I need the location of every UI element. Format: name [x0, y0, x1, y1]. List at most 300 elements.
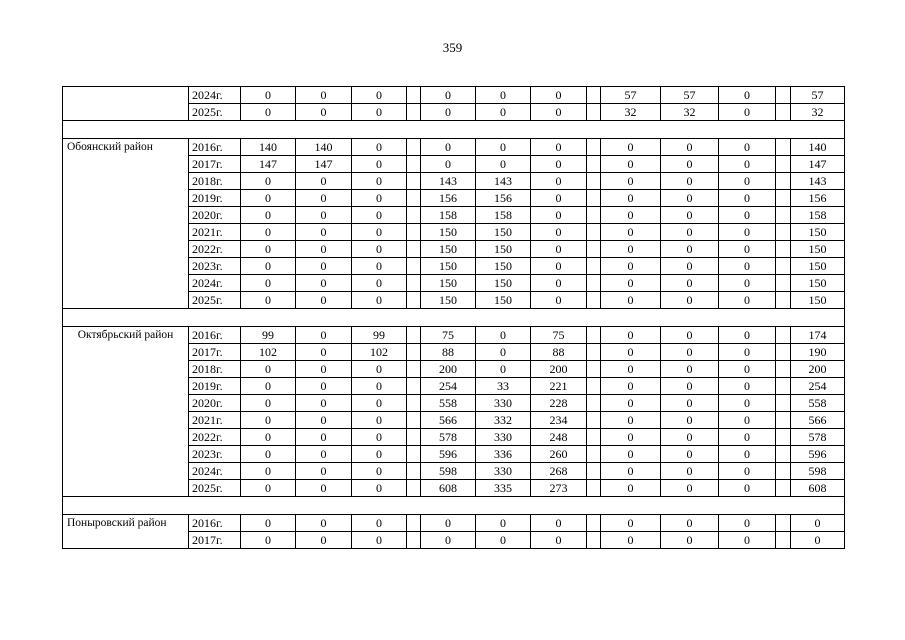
value-cell: 0 [241, 224, 296, 241]
value-cell: 190 [791, 344, 845, 361]
value-cell: 0 [719, 395, 776, 412]
value-cell: 150 [791, 224, 845, 241]
value-cell: 0 [719, 378, 776, 395]
value-cell: 0 [296, 173, 352, 190]
value-cell: 0 [791, 532, 845, 549]
value-cell: 273 [531, 480, 587, 497]
value-cell: 0 [352, 139, 407, 156]
value-cell: 102 [352, 344, 407, 361]
value-cell: 0 [719, 173, 776, 190]
value-cell: 0 [601, 446, 661, 463]
year-cell: 2020г. [189, 207, 241, 224]
value-cell: 566 [791, 412, 845, 429]
spacer-cell [776, 139, 791, 156]
value-cell: 0 [352, 275, 407, 292]
value-cell: 330 [476, 395, 531, 412]
value-cell: 0 [601, 327, 661, 344]
value-cell: 143 [421, 173, 476, 190]
value-cell: 0 [601, 139, 661, 156]
value-cell: 200 [531, 361, 587, 378]
value-cell: 57 [791, 87, 845, 104]
value-cell: 0 [352, 480, 407, 497]
spacer-cell [587, 258, 601, 275]
spacer-cell [407, 463, 421, 480]
page-number: 359 [442, 40, 463, 55]
value-cell: 174 [791, 327, 845, 344]
value-cell: 140 [241, 139, 296, 156]
spacer-cell [407, 395, 421, 412]
year-cell: 2016г. [189, 139, 241, 156]
value-cell: 143 [476, 173, 531, 190]
value-cell: 150 [476, 258, 531, 275]
value-cell: 0 [296, 446, 352, 463]
spacer-cell [776, 446, 791, 463]
value-cell: 0 [661, 361, 719, 378]
spacer-cell [587, 292, 601, 309]
year-cell: 2016г. [189, 515, 241, 532]
group-separator-row [63, 497, 845, 515]
value-cell: 0 [296, 327, 352, 344]
value-cell: 0 [601, 190, 661, 207]
value-cell: 0 [661, 173, 719, 190]
year-cell: 2025г. [189, 104, 241, 121]
value-cell: 150 [476, 275, 531, 292]
value-cell: 254 [421, 378, 476, 395]
value-cell: 156 [476, 190, 531, 207]
spacer-cell [407, 190, 421, 207]
table-row [63, 327, 845, 344]
value-cell: 0 [352, 446, 407, 463]
spacer-cell [587, 378, 601, 395]
value-cell: 0 [601, 344, 661, 361]
year-cell: 2021г. [189, 224, 241, 241]
value-cell: 0 [296, 429, 352, 446]
value-cell: 57 [661, 87, 719, 104]
value-cell: 200 [791, 361, 845, 378]
value-cell: 0 [719, 275, 776, 292]
spacer-cell [407, 429, 421, 446]
value-cell: 0 [241, 275, 296, 292]
value-cell: 33 [476, 378, 531, 395]
value-cell: 268 [531, 463, 587, 480]
spacer-cell [587, 156, 601, 173]
value-cell: 0 [241, 104, 296, 121]
spacer-cell [407, 361, 421, 378]
spacer-cell [407, 412, 421, 429]
value-cell: 0 [531, 515, 587, 532]
value-cell: 0 [241, 515, 296, 532]
spacer-cell [776, 156, 791, 173]
value-cell: 0 [296, 224, 352, 241]
spacer-cell [776, 378, 791, 395]
value-cell: 156 [421, 190, 476, 207]
spacer-cell [776, 207, 791, 224]
spacer-cell [776, 532, 791, 549]
value-cell: 566 [421, 412, 476, 429]
spacer-cell [776, 344, 791, 361]
value-cell: 0 [531, 258, 587, 275]
spacer-cell [587, 327, 601, 344]
value-cell: 0 [421, 104, 476, 121]
value-cell: 0 [352, 361, 407, 378]
spacer-cell [407, 532, 421, 549]
spacer-cell [776, 275, 791, 292]
value-cell: 0 [661, 532, 719, 549]
value-cell: 88 [421, 344, 476, 361]
spacer-cell [407, 515, 421, 532]
value-cell: 0 [661, 224, 719, 241]
spacer-cell [407, 344, 421, 361]
spacer-cell [587, 275, 601, 292]
value-cell: 147 [241, 156, 296, 173]
spacer-cell [776, 87, 791, 104]
value-cell: 0 [241, 241, 296, 258]
value-cell: 0 [531, 173, 587, 190]
value-cell: 0 [241, 446, 296, 463]
value-cell: 0 [719, 344, 776, 361]
value-cell: 0 [241, 87, 296, 104]
value-cell: 0 [719, 258, 776, 275]
value-cell: 596 [791, 446, 845, 463]
spacer-cell [776, 173, 791, 190]
value-cell: 0 [719, 87, 776, 104]
value-cell: 150 [791, 275, 845, 292]
spacer-cell [587, 241, 601, 258]
value-cell: 0 [661, 241, 719, 258]
value-cell: 0 [719, 156, 776, 173]
value-cell: 150 [791, 258, 845, 275]
value-cell: 156 [791, 190, 845, 207]
value-cell: 0 [661, 190, 719, 207]
value-cell: 0 [719, 292, 776, 309]
value-cell: 558 [791, 395, 845, 412]
value-cell: 0 [296, 190, 352, 207]
value-cell: 0 [296, 361, 352, 378]
value-cell: 0 [476, 139, 531, 156]
separator-cell [63, 497, 845, 515]
value-cell: 0 [661, 429, 719, 446]
spacer-cell [587, 139, 601, 156]
spacer-cell [587, 395, 601, 412]
value-cell: 0 [601, 224, 661, 241]
year-cell: 2018г. [189, 361, 241, 378]
value-cell: 0 [421, 532, 476, 549]
value-cell: 0 [531, 156, 587, 173]
value-cell: 140 [791, 139, 845, 156]
table-row [63, 515, 845, 532]
spacer-cell [587, 429, 601, 446]
table-row [63, 139, 845, 156]
spacer-cell [407, 87, 421, 104]
value-cell: 0 [352, 87, 407, 104]
value-cell: 0 [352, 173, 407, 190]
value-cell: 0 [601, 463, 661, 480]
value-cell: 150 [421, 224, 476, 241]
spacer-cell [587, 480, 601, 497]
value-cell: 0 [296, 241, 352, 258]
year-cell: 2025г. [189, 480, 241, 497]
spacer-cell [587, 344, 601, 361]
value-cell: 0 [241, 361, 296, 378]
value-cell: 0 [241, 173, 296, 190]
spacer-cell [776, 429, 791, 446]
value-cell: 0 [661, 156, 719, 173]
value-cell: 0 [601, 532, 661, 549]
value-cell: 0 [296, 292, 352, 309]
value-cell: 150 [421, 258, 476, 275]
spacer-cell [407, 327, 421, 344]
value-cell: 150 [791, 292, 845, 309]
value-cell: 0 [296, 395, 352, 412]
spacer-cell [776, 190, 791, 207]
spacer-cell [407, 207, 421, 224]
spacer-cell [776, 361, 791, 378]
table-row [63, 87, 845, 104]
spacer-cell [776, 292, 791, 309]
value-cell: 0 [241, 207, 296, 224]
value-cell: 0 [421, 87, 476, 104]
spacer-cell [407, 275, 421, 292]
value-cell: 558 [421, 395, 476, 412]
year-cell: 2022г. [189, 429, 241, 446]
value-cell: 608 [421, 480, 476, 497]
value-cell: 0 [296, 87, 352, 104]
value-cell: 330 [476, 429, 531, 446]
value-cell: 158 [421, 207, 476, 224]
spacer-cell [587, 87, 601, 104]
spacer-cell [407, 292, 421, 309]
value-cell: 0 [421, 156, 476, 173]
value-cell: 0 [719, 207, 776, 224]
value-cell: 578 [791, 429, 845, 446]
value-cell: 0 [661, 395, 719, 412]
value-cell: 0 [296, 463, 352, 480]
value-cell: 0 [531, 224, 587, 241]
district-name-cell: Поныровский район [63, 515, 189, 549]
value-cell: 143 [791, 173, 845, 190]
value-cell: 0 [241, 258, 296, 275]
value-cell: 0 [601, 378, 661, 395]
value-cell: 0 [601, 156, 661, 173]
value-cell: 0 [719, 139, 776, 156]
value-cell: 158 [476, 207, 531, 224]
value-cell: 0 [296, 412, 352, 429]
value-cell: 0 [296, 344, 352, 361]
value-cell: 0 [661, 275, 719, 292]
spacer-cell [776, 258, 791, 275]
value-cell: 0 [352, 104, 407, 121]
value-cell: 150 [421, 292, 476, 309]
value-cell: 150 [476, 224, 531, 241]
value-cell: 0 [241, 190, 296, 207]
value-cell: 0 [719, 412, 776, 429]
value-cell: 260 [531, 446, 587, 463]
value-cell: 0 [531, 87, 587, 104]
value-cell: 0 [352, 292, 407, 309]
value-cell: 0 [661, 139, 719, 156]
spacer-cell [587, 446, 601, 463]
group-separator-row [63, 121, 845, 139]
value-cell: 336 [476, 446, 531, 463]
spacer-cell [776, 515, 791, 532]
value-cell: 0 [661, 327, 719, 344]
value-cell: 0 [241, 463, 296, 480]
value-cell: 0 [531, 139, 587, 156]
value-cell: 0 [531, 275, 587, 292]
value-cell: 0 [719, 515, 776, 532]
value-cell: 0 [421, 515, 476, 532]
value-cell: 0 [661, 344, 719, 361]
value-cell: 0 [601, 275, 661, 292]
year-cell: 2022г. [189, 241, 241, 258]
separator-cell [63, 121, 845, 139]
spacer-cell [407, 173, 421, 190]
value-cell: 0 [476, 515, 531, 532]
value-cell: 228 [531, 395, 587, 412]
value-cell: 32 [791, 104, 845, 121]
value-cell: 598 [791, 463, 845, 480]
spacer-cell [776, 241, 791, 258]
value-cell: 150 [791, 241, 845, 258]
value-cell: 0 [719, 429, 776, 446]
value-cell: 0 [719, 480, 776, 497]
spacer-cell [776, 463, 791, 480]
value-cell: 0 [476, 327, 531, 344]
value-cell: 0 [352, 207, 407, 224]
spacer-cell [407, 224, 421, 241]
spacer-cell [407, 156, 421, 173]
year-cell: 2021г. [189, 412, 241, 429]
year-cell: 2023г. [189, 446, 241, 463]
spacer-cell [407, 241, 421, 258]
spacer-cell [407, 258, 421, 275]
value-cell: 0 [352, 463, 407, 480]
year-cell: 2023г. [189, 258, 241, 275]
year-cell: 2017г. [189, 344, 241, 361]
spacer-cell [776, 327, 791, 344]
value-cell: 0 [421, 139, 476, 156]
value-cell: 150 [421, 241, 476, 258]
spacer-cell [407, 378, 421, 395]
value-cell: 88 [531, 344, 587, 361]
value-cell: 0 [661, 292, 719, 309]
value-cell: 0 [719, 446, 776, 463]
value-cell: 0 [352, 395, 407, 412]
district-name-cell: Обоянский район [63, 139, 189, 309]
value-cell: 0 [352, 412, 407, 429]
value-cell: 0 [661, 378, 719, 395]
year-cell: 2019г. [189, 190, 241, 207]
value-cell: 0 [601, 412, 661, 429]
value-cell: 0 [791, 515, 845, 532]
value-cell: 0 [476, 87, 531, 104]
value-cell: 99 [241, 327, 296, 344]
spacer-cell [776, 395, 791, 412]
value-cell: 598 [421, 463, 476, 480]
value-cell: 0 [601, 241, 661, 258]
value-cell: 150 [476, 292, 531, 309]
value-cell: 330 [476, 463, 531, 480]
spacer-cell [776, 412, 791, 429]
value-cell: 0 [241, 429, 296, 446]
year-cell: 2024г. [189, 275, 241, 292]
separator-cell [63, 309, 845, 327]
year-cell: 2024г. [189, 463, 241, 480]
value-cell: 0 [352, 515, 407, 532]
value-cell: 0 [601, 207, 661, 224]
value-cell: 0 [601, 515, 661, 532]
spacer-cell [587, 463, 601, 480]
value-cell: 254 [791, 378, 845, 395]
value-cell: 0 [661, 412, 719, 429]
value-cell: 0 [352, 241, 407, 258]
value-cell: 0 [296, 207, 352, 224]
value-cell: 248 [531, 429, 587, 446]
value-cell: 0 [531, 292, 587, 309]
year-cell: 2025г. [189, 292, 241, 309]
value-cell: 147 [791, 156, 845, 173]
spacer-cell [587, 412, 601, 429]
value-cell: 332 [476, 412, 531, 429]
value-cell: 99 [352, 327, 407, 344]
value-cell: 0 [296, 104, 352, 121]
value-cell: 150 [476, 241, 531, 258]
value-cell: 32 [601, 104, 661, 121]
value-cell: 234 [531, 412, 587, 429]
value-cell: 0 [241, 395, 296, 412]
value-cell: 0 [352, 429, 407, 446]
value-cell: 0 [476, 361, 531, 378]
value-cell: 0 [601, 429, 661, 446]
value-cell: 335 [476, 480, 531, 497]
value-cell: 0 [352, 224, 407, 241]
value-cell: 140 [296, 139, 352, 156]
year-cell: 2020г. [189, 395, 241, 412]
spacer-cell [587, 173, 601, 190]
value-cell: 32 [661, 104, 719, 121]
value-cell: 75 [421, 327, 476, 344]
value-cell: 0 [531, 241, 587, 258]
value-cell: 0 [601, 292, 661, 309]
value-cell: 0 [601, 361, 661, 378]
value-cell: 0 [241, 532, 296, 549]
value-cell: 0 [296, 258, 352, 275]
year-cell: 2019г. [189, 378, 241, 395]
value-cell: 0 [661, 463, 719, 480]
value-cell: 0 [352, 378, 407, 395]
value-cell: 0 [661, 515, 719, 532]
value-cell: 0 [296, 275, 352, 292]
spacer-cell [407, 104, 421, 121]
value-cell: 75 [531, 327, 587, 344]
value-cell: 0 [476, 344, 531, 361]
value-cell: 578 [421, 429, 476, 446]
value-cell: 0 [531, 207, 587, 224]
spacer-cell [587, 532, 601, 549]
value-cell: 0 [719, 361, 776, 378]
spacer-cell [587, 190, 601, 207]
value-cell: 200 [421, 361, 476, 378]
group-separator-row [63, 309, 845, 327]
value-cell: 0 [296, 480, 352, 497]
spacer-cell [587, 104, 601, 121]
spacer-cell [776, 224, 791, 241]
year-cell: 2024г. [189, 87, 241, 104]
value-cell: 0 [241, 378, 296, 395]
value-cell: 57 [601, 87, 661, 104]
value-cell: 608 [791, 480, 845, 497]
value-cell: 0 [719, 224, 776, 241]
